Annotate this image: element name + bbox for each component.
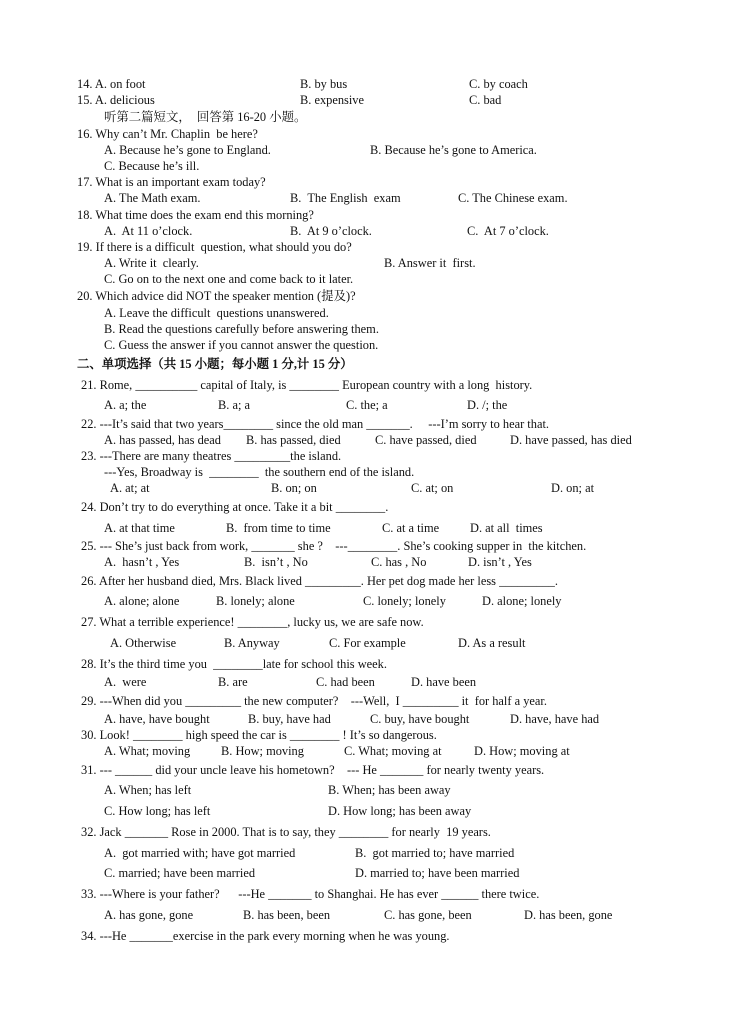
text-line: C. Go on to the next one and come back to it later. bbox=[104, 272, 354, 286]
text-line: 34. ---He _______exercise in the park every morning when he was young. bbox=[81, 929, 450, 943]
text-line: ---Yes, Broadway is ________ the southern end of the island. bbox=[104, 465, 415, 479]
option-text: C. at; on bbox=[411, 481, 454, 495]
option-text: C. at a time bbox=[382, 521, 440, 535]
option-text: B. Because he’s gone to America. bbox=[370, 143, 537, 157]
option-text: B. has passed, died bbox=[246, 433, 341, 447]
option-text: B. expensive bbox=[300, 93, 365, 107]
option-text: B. has been, been bbox=[243, 908, 331, 922]
text-line: A. When; has left bbox=[104, 783, 192, 797]
option-text: B. by bus bbox=[300, 77, 348, 91]
text-line: A. at that time bbox=[104, 521, 175, 535]
option-text: D. have been bbox=[411, 675, 477, 689]
option-text: C. the; a bbox=[346, 398, 388, 412]
text-line: 30. Look! ________ high speed the car is ________ ! It’s so dangerous. bbox=[81, 728, 437, 742]
option-text: B. a; a bbox=[218, 398, 250, 412]
text-line: 23. ---There are many theatres _________the island. bbox=[81, 449, 342, 463]
option-text: C. The Chinese exam. bbox=[458, 191, 568, 205]
text-line: 15. A. delicious bbox=[77, 93, 155, 107]
option-text: D. has been, gone bbox=[524, 908, 613, 922]
text-line: 22. ---It’s said that two years________ since the old man _______. ---I’m sorry to hear that. bbox=[81, 417, 549, 431]
text-line: A. Write it clearly. bbox=[104, 256, 199, 270]
text-line: A. Otherwise bbox=[110, 636, 177, 650]
text-line: 27. What a terrible experience! ________, lucky us, we are safe now. bbox=[81, 615, 424, 629]
option-text: C. bad bbox=[469, 93, 502, 107]
option-text: D. alone; lonely bbox=[482, 594, 562, 608]
option-text: B. Anyway bbox=[224, 636, 280, 650]
option-text: D. How long; has been away bbox=[328, 804, 472, 818]
option-text: B. on; on bbox=[271, 481, 317, 495]
option-text: D. on; at bbox=[551, 481, 595, 495]
option-text: C. For example bbox=[329, 636, 406, 650]
text-line: 33. ---Where is your father? ---He _______ to Shanghai. He has ever ______ there twice. bbox=[81, 887, 540, 901]
option-text: C. had been bbox=[316, 675, 375, 689]
option-text: B. At 9 o’clock. bbox=[290, 224, 372, 238]
option-text: C. by coach bbox=[469, 77, 528, 91]
text-line: A. at; at bbox=[110, 481, 150, 495]
text-line: 25. --- She’s just back from work, _______ she ? ---________. She’s cooking supper in the kitchen. bbox=[81, 539, 587, 553]
text-line: 21. Rome, __________ capital of Italy, is ________ European country with a long history. bbox=[81, 378, 533, 392]
text-line: C. How long; has left bbox=[104, 804, 211, 818]
text-line: 24. Don’t try to do everything at once. Take it a bit ________. bbox=[81, 500, 389, 514]
option-text: B. lonely; alone bbox=[216, 594, 295, 608]
text-line: A. were bbox=[104, 675, 147, 689]
text-line: 14. A. on foot bbox=[77, 77, 146, 91]
option-text: B. are bbox=[218, 675, 248, 689]
text-line: 16. Why can’t Mr. Chaplin be here? bbox=[77, 127, 258, 141]
text-line: 32. Jack _______ Rose in 2000. That is to say, they ________ for nearly 19 years. bbox=[81, 825, 491, 839]
option-text: B. from time to time bbox=[226, 521, 331, 535]
option-text: C. has , No bbox=[371, 555, 427, 569]
option-text: C. lonely; lonely bbox=[363, 594, 446, 608]
option-text: B. When; has been away bbox=[328, 783, 451, 797]
text-line: A. have, have bought bbox=[104, 712, 210, 726]
text-line: B. Read the questions carefully before answering them. bbox=[104, 322, 379, 336]
option-text: B. The English exam bbox=[290, 191, 401, 205]
option-text: C. have passed, died bbox=[375, 433, 477, 447]
option-text: B. How; moving bbox=[221, 744, 304, 758]
text-line: 17. What is an important exam today? bbox=[77, 175, 266, 189]
text-line: A. hasn’t , Yes bbox=[104, 555, 180, 569]
text-line: 听第二篇短文， 回答第 16-20 小题。 bbox=[104, 110, 307, 124]
text-line: 28. It’s the third time you ________late for school this week. bbox=[81, 657, 387, 671]
text-line: 18. What time does the exam end this morning? bbox=[77, 208, 314, 222]
text-line: 29. ---When did you _________ the new computer? ---Well, I _________ it for half a year. bbox=[81, 694, 547, 708]
text-line: A. has gone, gone bbox=[104, 908, 194, 922]
option-text: D. married to; have been married bbox=[355, 866, 520, 880]
text-line: A. At 11 o’clock. bbox=[104, 224, 193, 238]
text-line: A. has passed, has dead bbox=[104, 433, 221, 447]
text-line: A. Because he’s gone to England. bbox=[104, 143, 271, 157]
text-line: A. got married with; have got married bbox=[104, 846, 296, 860]
text-line: A. a; the bbox=[104, 398, 147, 412]
text-line: 19. If there is a difficult question, what should you do? bbox=[77, 240, 352, 254]
option-text: D. How; moving at bbox=[474, 744, 570, 758]
option-text: D. As a result bbox=[458, 636, 526, 650]
text-line: A. Leave the difficult questions unanswered. bbox=[104, 306, 329, 320]
text-line: C. Guess the answer if you cannot answer the question. bbox=[104, 338, 379, 352]
text-line: 二、单项选择（共 15 小题；每小题 1 分,计 15 分） bbox=[77, 357, 353, 371]
option-text: D. at all times bbox=[470, 521, 543, 535]
text-line: 26. After her husband died, Mrs. Black lived _________. Her pet dog made her less _________. bbox=[81, 574, 558, 588]
text-line: 20. Which advice did NOT the speaker mention (提及)? bbox=[77, 289, 356, 303]
option-text: B. got married to; have married bbox=[355, 846, 515, 860]
text-line: A. alone; alone bbox=[104, 594, 180, 608]
option-text: B. Answer it first. bbox=[384, 256, 476, 270]
option-text: B. isn’t , No bbox=[244, 555, 308, 569]
option-text: C. has gone, been bbox=[384, 908, 472, 922]
option-text: C. At 7 o’clock. bbox=[467, 224, 549, 238]
text-line: A. What; moving bbox=[104, 744, 191, 758]
text-line: A. The Math exam. bbox=[104, 191, 201, 205]
text-line: C. Because he’s ill. bbox=[104, 159, 200, 173]
text-line: C. married; have been married bbox=[104, 866, 256, 880]
option-text: D. have passed, has died bbox=[510, 433, 632, 447]
option-text: D. have, have had bbox=[510, 712, 600, 726]
option-text: C. buy, have bought bbox=[370, 712, 470, 726]
option-text: C. What; moving at bbox=[344, 744, 442, 758]
text-line: 31. --- ______ did your uncle leave his hometown? --- He _______ for nearly twenty years. bbox=[81, 763, 545, 777]
option-text: D. isn’t , Yes bbox=[468, 555, 532, 569]
option-text: B. buy, have had bbox=[248, 712, 331, 726]
option-text: D. /; the bbox=[467, 398, 508, 412]
